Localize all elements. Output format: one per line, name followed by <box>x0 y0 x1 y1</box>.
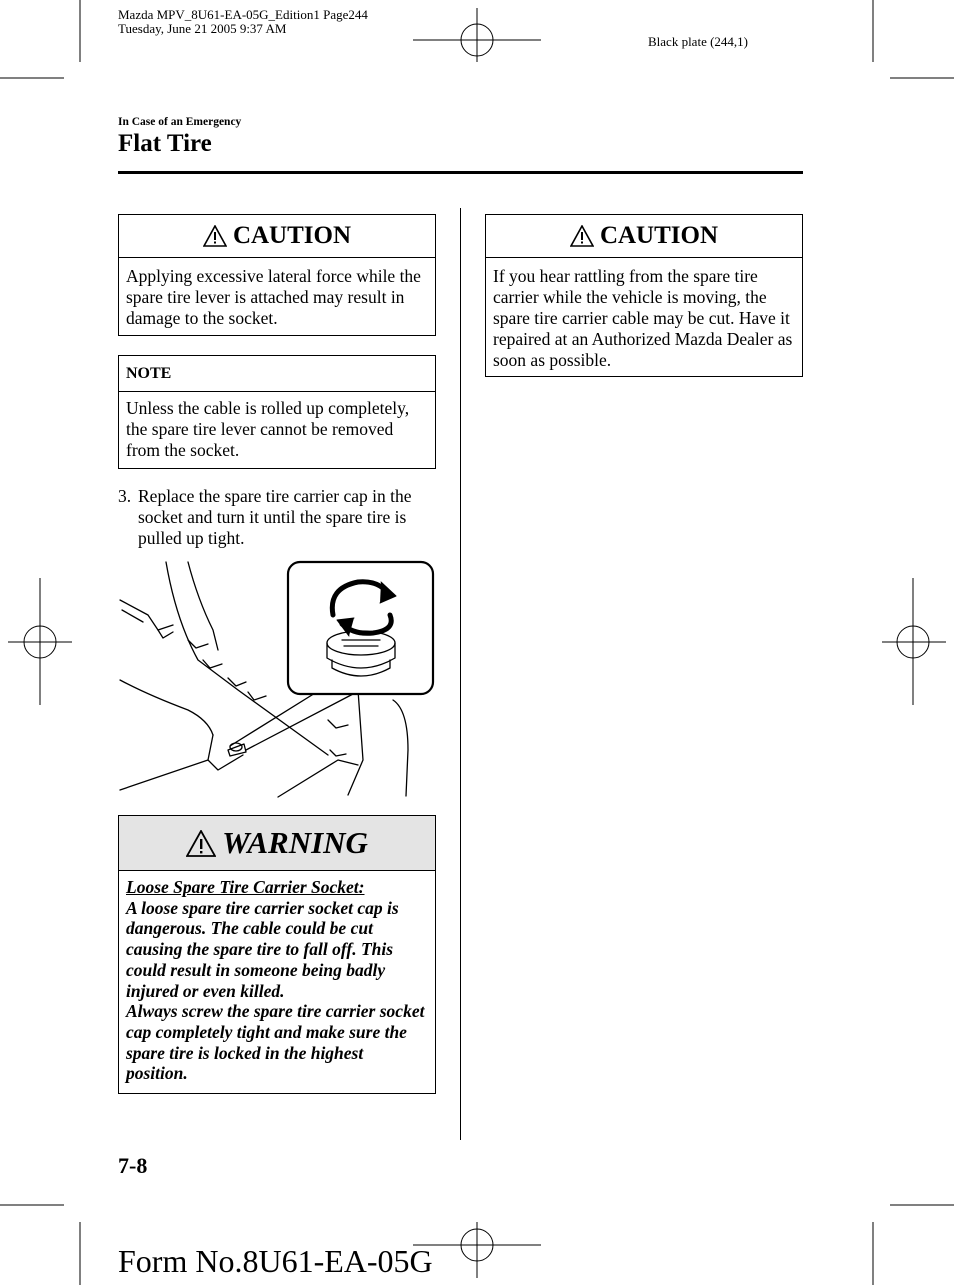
warning-body <box>119 871 435 1090</box>
warning-paragraph-1: A loose spare tire carrier socket cap is dangerous. The cable could be cut causing the spare tire to fall off. This could result in someone being badly injured or even killed. <box>126 897 399 1001</box>
page-number: 7-8 <box>118 1153 148 1178</box>
section-label: In Case of an Emergency <box>118 116 242 128</box>
caution-header <box>119 215 435 258</box>
warning-title: WARNING <box>222 825 368 860</box>
form-number: Form No.8U61-EA-05G <box>118 1243 433 1279</box>
note-body: Unless the cable is rolled up completely, the spare tire lever cannot be removed from the socket. <box>126 398 410 460</box>
page-title: Flat Tire <box>118 130 212 157</box>
warning-header <box>119 816 435 871</box>
warning-box <box>118 815 436 1094</box>
column-divider <box>460 208 461 1140</box>
caution-header <box>486 215 802 258</box>
step-item <box>118 486 434 549</box>
warning-subtitle: Loose Spare Tire Carrier Socket: <box>126 877 365 897</box>
warning-triangle-icon <box>203 225 227 247</box>
caution-box-left <box>118 214 436 336</box>
caution-body: Applying excessive lateral force while the spare tire lever is attached may result in damage to the socket. <box>126 266 421 328</box>
step-text: Replace the spare tire carrier cap in the socket and turn it until the spare tire is pulled up tight. <box>138 486 412 548</box>
print-meta-line2: Tuesday, June 21 2005 9:37 AM <box>118 21 287 36</box>
note-box <box>118 355 436 469</box>
warning-triangle-icon <box>186 830 216 857</box>
print-meta-line1: Mazda MPV_8U61-EA-05G_Edition1 Page244 <box>118 7 368 22</box>
caution-title: CAUTION <box>232 222 352 249</box>
caution-title: CAUTION <box>599 222 719 249</box>
print-meta <box>118 8 368 36</box>
caution-box-right <box>485 214 803 377</box>
spare-tire-cap-illustration <box>118 560 436 800</box>
title-rule <box>118 171 803 174</box>
note-title: NOTE <box>119 356 435 392</box>
warning-paragraph-2: Always screw the spare tire carrier socket cap completely tight and make sure the spare tire is locked in the highest position. <box>126 1001 425 1084</box>
black-plate-label: Black plate (244,1) <box>648 34 748 49</box>
caution-body: If you hear rattling from the spare tire carrier while the vehicle is moving, the spare tire carrier cable may be cut. Have it repaired at an Authorized Mazda Dealer as soon as possible. <box>493 266 793 370</box>
step-number: 3. <box>118 486 132 506</box>
warning-triangle-icon <box>570 225 594 247</box>
